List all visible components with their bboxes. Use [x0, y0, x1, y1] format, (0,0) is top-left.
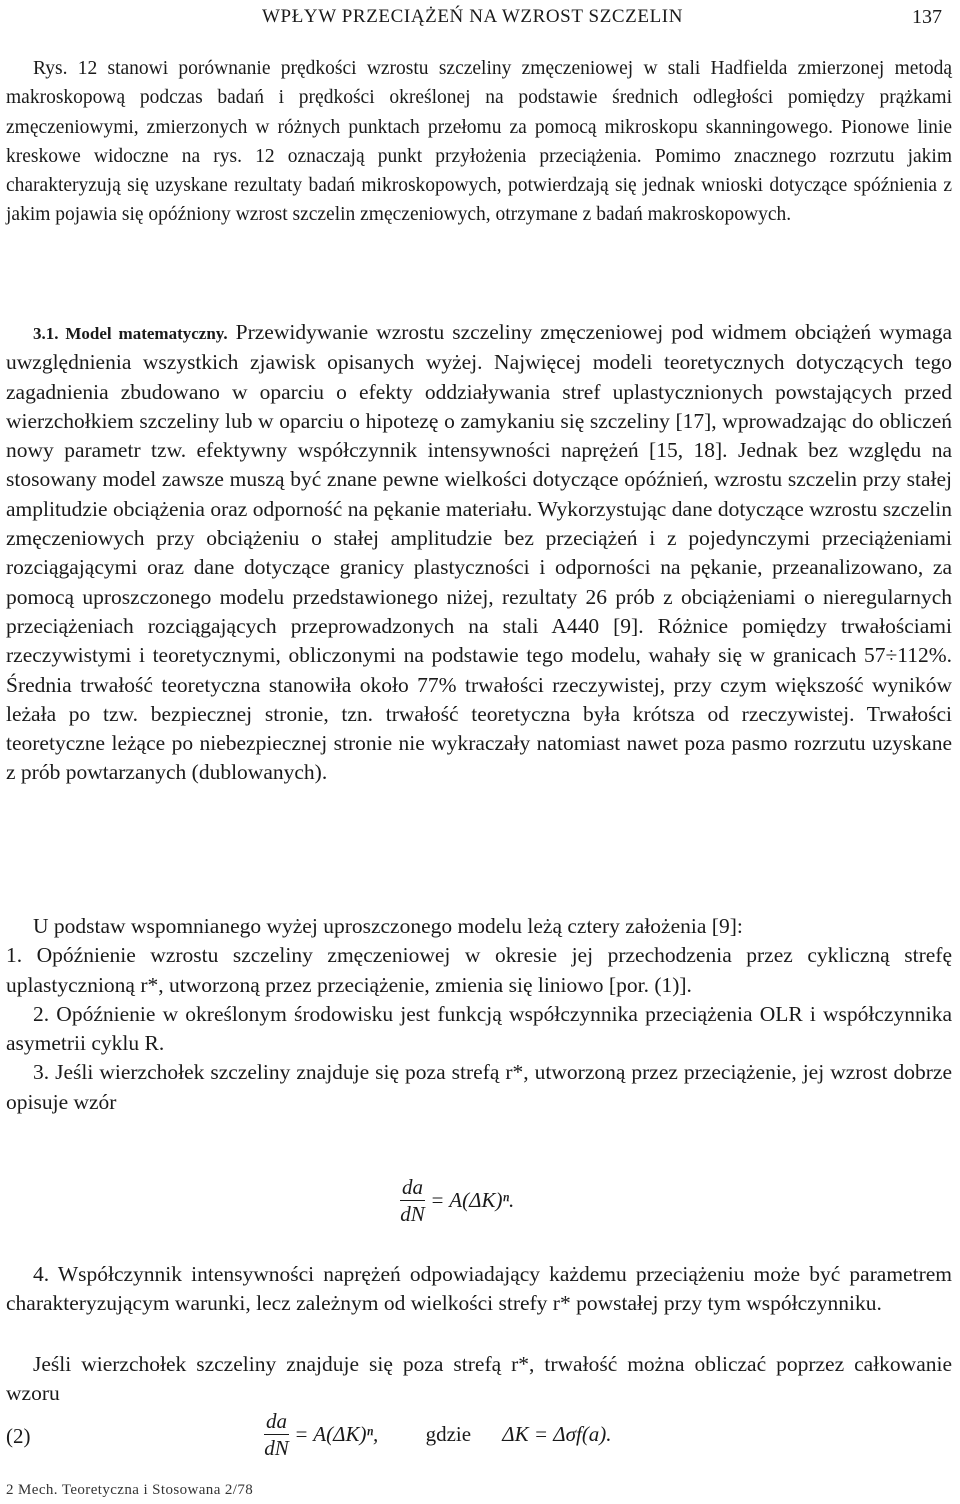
assumptions-intro: U podstaw wspomnianego wyżej uproszczonego modelu leżą cztery założenia [9]: [33, 914, 743, 938]
equation-1 [400, 1174, 514, 1227]
assumption-3: 3. Jeśli wierzchołek szczeliny znajduje się poza strefą r*, utworzoną przez przeciążenie, jej wzrost dobrze opisuje wzór [6, 1060, 952, 1114]
running-head [0, 6, 960, 36]
section-3-1 [6, 318, 952, 788]
section-paragraph [6, 318, 952, 788]
equation-2-fraction [264, 1408, 289, 1461]
running-head-title: WPŁYW PRZECIĄŻEŃ NA WZROST SZCZELIN [262, 6, 684, 27]
section-heading: 3.1. Model matematyczny. [33, 324, 228, 343]
caption-paragraph: Rys. 12 stanowi porównanie prędkości wzrostu szczeliny zmęczeniowej w stali Hadfielda zmierzonej metodą makroskopową podczas badań i prędkości określonej na podstawie średnich odległości pomiędzy prążkami zmęczeniowymi, zmierzonych w różnych punktach przełomu za pomocą mikroskopu skanningowego. Pionowe linie kreskowe widoczne na rys. 12 oznaczają punkt przyłożenia przeciążenia. Pomimo znacznego rozrzutu jakim charakteryzują się uzyskane rezultaty badań mikroskopowych, potwierdzają się jednak wnioski dotyczące spóźnienia z jakim pojawia się opóźniony wzrost szczelin zmęczeniowych, otrzymane z badań makroskopowych. [6, 58, 952, 226]
section-text: Przewidywanie wzrostu szczeliny zmęczeniowej pod widmem obciążeń wymaga uwzględnienia wszystkich zjawisk opisanych wyżej. Najwięcej modeli teoretycznych dotyczących tego zagadnienia zbudowano w oparciu o efekty oddziaływania stref uplastycznionych powstających przed wierzchołkiem szczeliny lub w oparciu o hipotezę o zamykaniu się szczeliny [17], wprowadzając do obliczeń nowy parametr tzw. efektywny współczynnik intensywności naprężeń [15, 18]. Jednak bez względu na stosowany model zawsze muszą być znane pewne wielkości dotyczące opóźnień, wzrostu szczelin przy stałej amplitudzie obciążenia oraz odporność na pękanie materiału. Wykorzystując dane dotyczące wzrostu szczelin zmęczeniowych przy obciążeniu o stałej amplitudzie bez przeciążeń i z pojedynczymi przeciążeniami rozciągającymi oraz dane dotyczące granicy plastyczności i odporności na pękanie, przeanalizowano, za pomocą uproszczonego modelu przedstawionego niżej, rezultaty 26 prób z obciążeniami o nieregularnych przeciążeniach rozciągających przeprowadzonych na stali A440 [9]. Różnice pomiędzy trwałościami rzeczywistymi i teoretycznymi, obliczonymi na podstawie tego modelu, wahały się w granicach 57÷112%. Średnia trwałość teoretyczna stanowiła około 77% trwałości rzeczywistej, przy czym większość wyników leżała po tzw. bezpiecznej stronie, tzn. trwałość teoretyczna była krótsza od rzeczywistej. Trwałości teoretyczne leżące po niebezpiecznej stronie nie wykraczały natomiast nawet poza pasmo rozrzutu uzyskane z prób powtarzanych (dublowanych). [6, 320, 952, 785]
figure-discussion [6, 54, 952, 230]
equation-2-denominator: dN [264, 1436, 289, 1460]
equation-1-fraction [400, 1174, 425, 1227]
assumption-2: 2. Opóźnienie w określonym środowisku jest funkcją współczynnika przeciążenia OLR i współczynnika asymetrii cyklu R. [6, 1001, 952, 1056]
equation-2 [264, 1408, 612, 1461]
equation-1-rhs: = A(ΔK)ⁿ. [430, 1188, 515, 1212]
equation-1-denominator: dN [400, 1202, 425, 1226]
equation-2-numerator: da [266, 1409, 287, 1433]
equation-1-numerator: da [402, 1175, 423, 1199]
assumption-1: 1. Opóźnienie wzrostu szczeliny zmęczeniowej w okresie jej przechodzenia przez cykliczną strefę uplastycznioną r*, utworzoną przez przeciążenie, zmienia się liniowo [por. (1)]. [6, 943, 952, 997]
closing-block [6, 1350, 952, 1409]
assumption-4: 4. Współczynnik intensywności naprężeń odpowiadający każdemu przeciążeniu może być parametrem charakteryzującym warunki, lecz zależnym od wielkości strefy r* powstałej przy tym współczynniku. [6, 1262, 952, 1316]
equation-2-number: (2) [6, 1424, 31, 1448]
equation-2-definition: ΔK = Δσf(a). [502, 1422, 612, 1446]
equation-2-gdzie: gdzie [425, 1422, 472, 1446]
equation-2-rhs: = A(ΔK)ⁿ, [294, 1422, 379, 1446]
closing-paragraph: Jeśli wierzchołek szczeliny znajduje się poza strefą r*, trwałość można obliczać poprzez całkowanie wzoru [6, 1352, 952, 1406]
page-number: 137 [912, 6, 942, 28]
assumptions [6, 912, 952, 1117]
assumption-4-block [6, 1260, 952, 1319]
page-footer: 2 Mech. Teoretyczna i Stosowana 2/78 [6, 1482, 254, 1498]
